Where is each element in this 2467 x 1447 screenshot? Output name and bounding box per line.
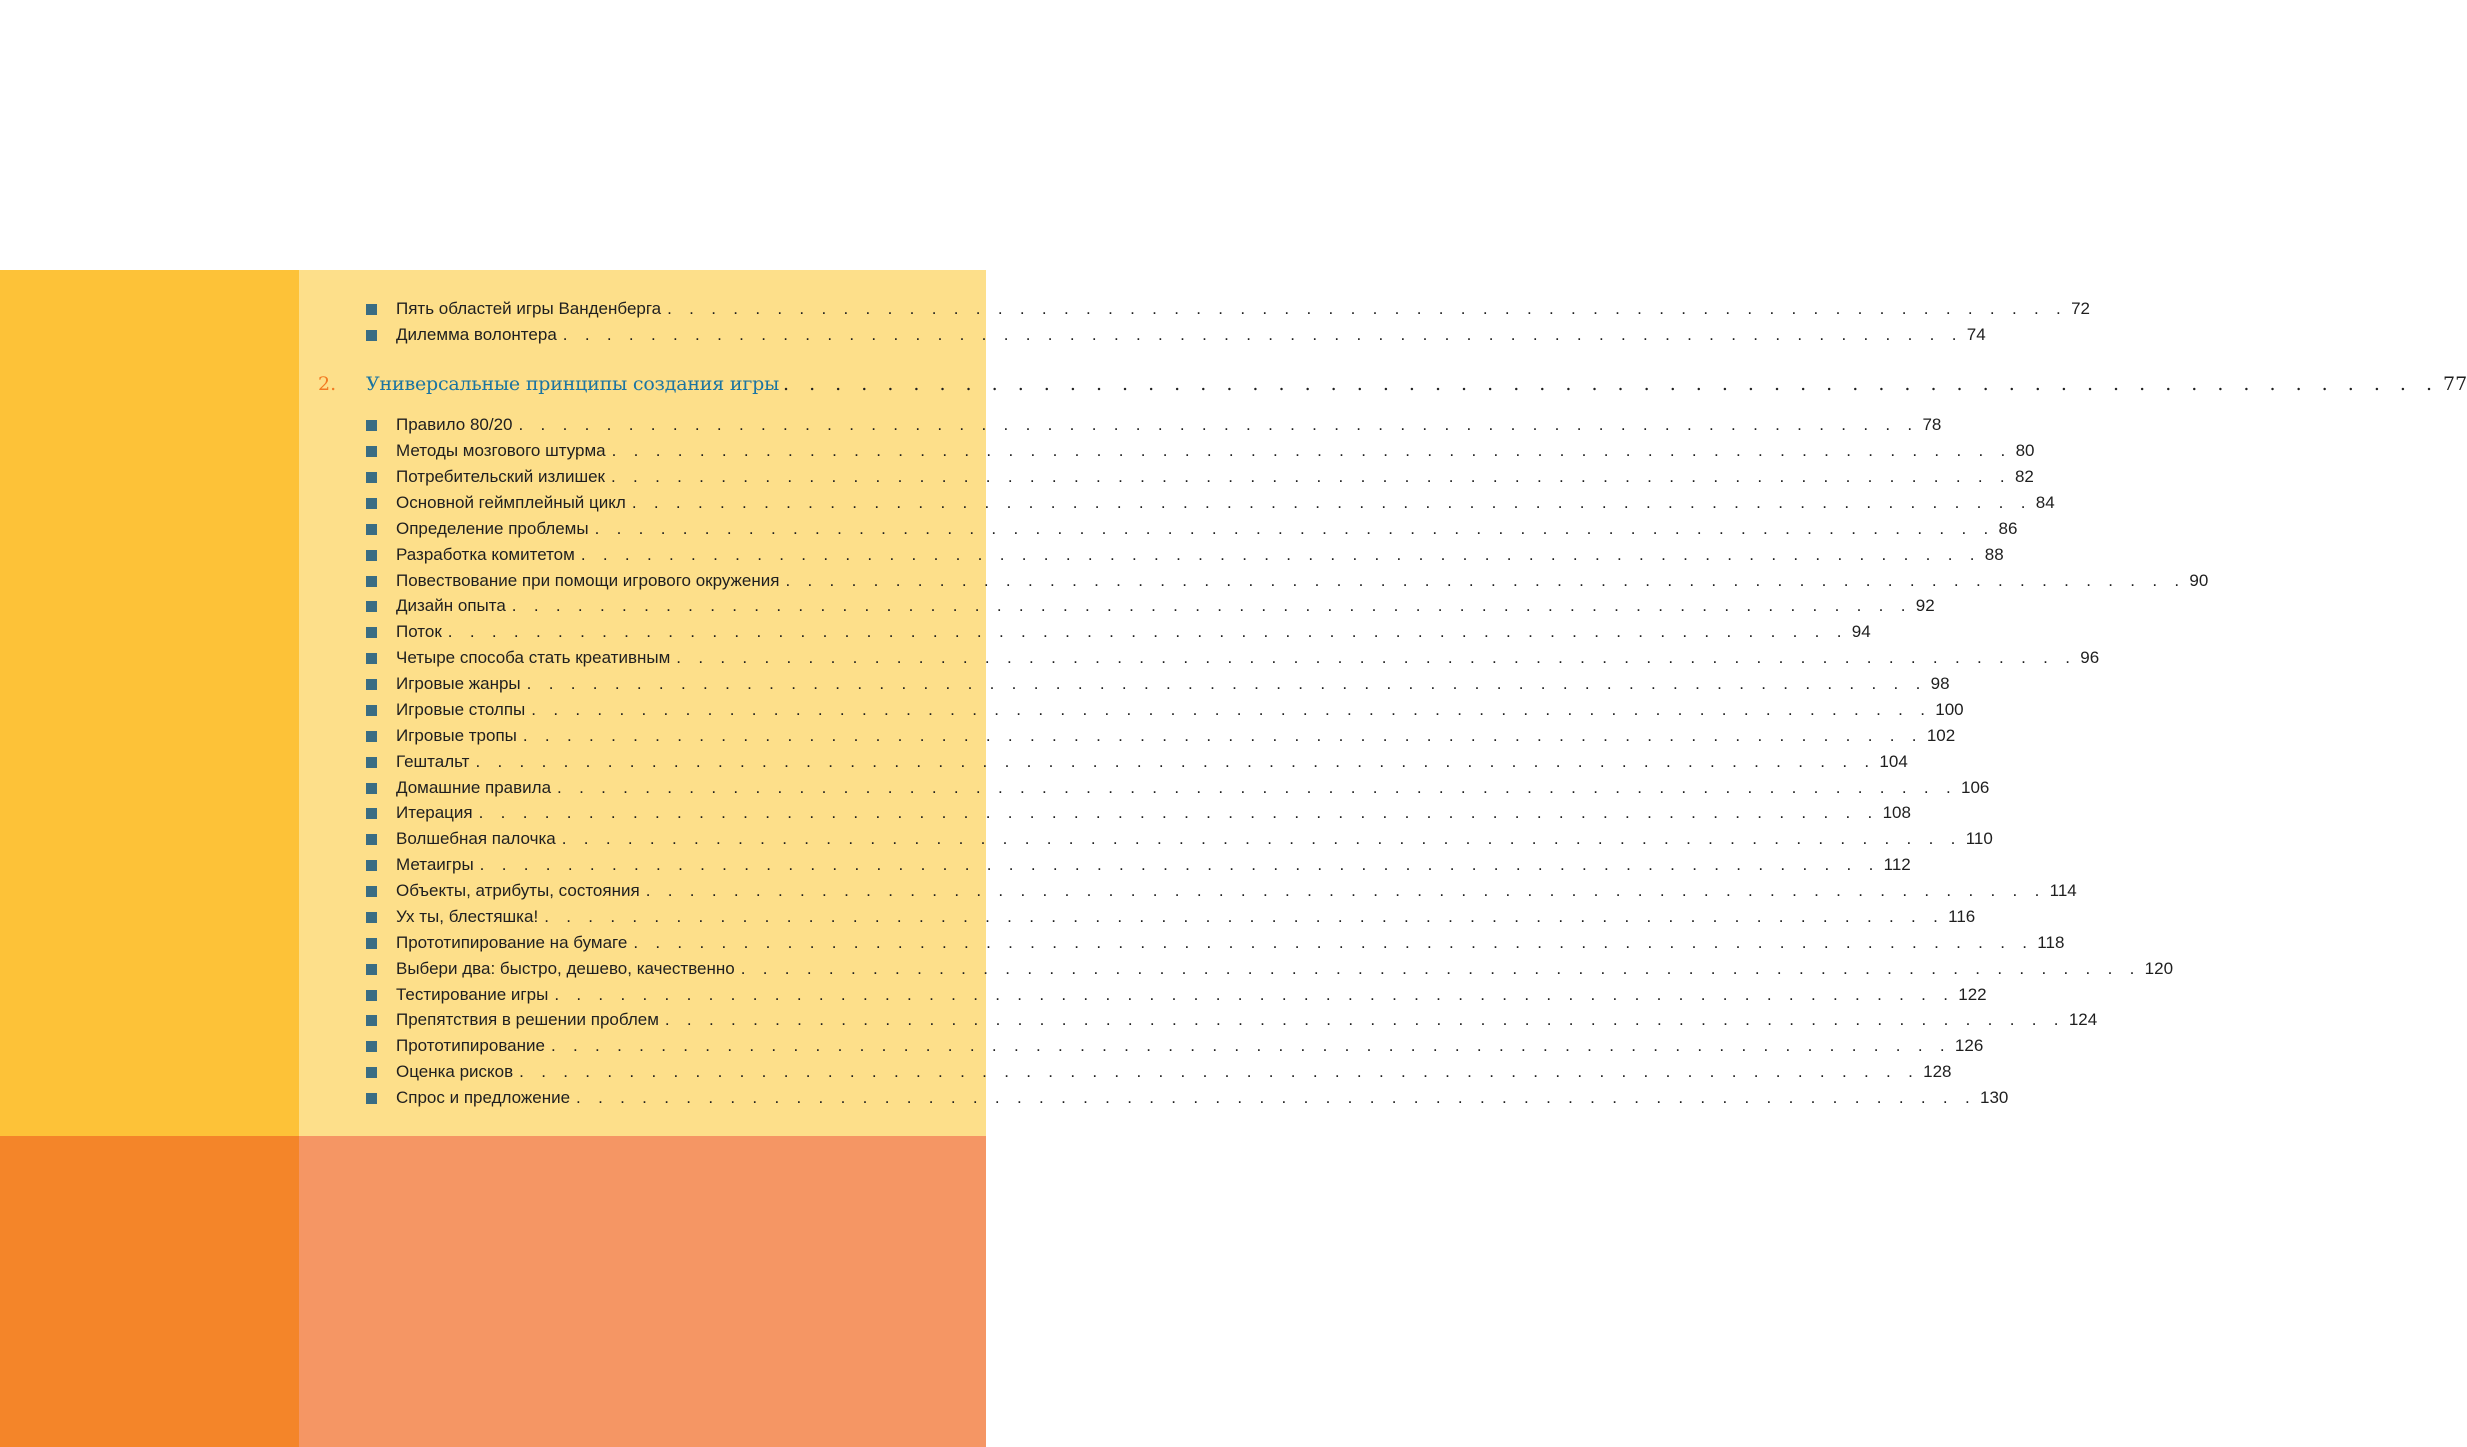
toc-entry — [366, 673, 1950, 695]
yellow-left-block — [0, 270, 299, 1136]
toc-entry — [366, 958, 2174, 980]
toc-entry-page: 92 — [1915, 596, 1935, 615]
toc-entry-page: 72 — [2071, 299, 2091, 318]
toc-entry-title: Методы мозгового штурма — [396, 441, 606, 460]
toc-entry-title: Объекты, атрибуты, состояния — [396, 881, 640, 900]
toc-entry-title: Оценка рисков — [396, 1062, 514, 1081]
dot-leader: . . . . . . . . . . . . . . . . . . . . . . . . . . . . . . . . . . . . . . . . . . . . . . . . . . . . . . . . . . . . . . . . — [478, 803, 1879, 822]
toc-entry-title: Игровые тропы — [396, 726, 517, 745]
toc-entry-page: 108 — [1882, 803, 1911, 822]
chapter-title: Универсальные принципы создания игры — [366, 373, 779, 395]
toc-entry-title: Прототипирование на бумаге — [396, 933, 628, 952]
toc-entry-page: 110 — [1965, 829, 1993, 848]
square-bullet-icon — [366, 990, 377, 1001]
toc-entry-title: Препятствия в решении проблем — [396, 1010, 659, 1029]
square-bullet-icon — [366, 808, 377, 819]
toc-entry-title: Итерация — [396, 803, 473, 822]
toc-entry — [366, 751, 1908, 773]
dot-leader: . . . . . . . . . . . . . . . . . . . . . . . . . . . . . . . . . . . . . . . . . . . . . . . . . . . . . . . . . . . . . . . . — [631, 493, 2032, 512]
square-bullet-icon — [366, 601, 377, 612]
toc-entry-page: 90 — [2189, 571, 2209, 590]
dot-leader: . . . . . . . . . . . . . . . . . . . . . . . . . . . . . . . . . . . . . . . . . . . . . . . . . . . . . . . . . . . . . . . . — [511, 596, 1912, 615]
toc-entry-page: 116 — [1948, 907, 1976, 926]
toc-entry-title: Потребительский излишек — [396, 467, 605, 486]
dot-leader: . . . . . . . . . . . . . . . . . . . . . . . . . . . . . . . . . . . . . . . . . . . . . . . . . . . . . . . . . . . . . . . . — [531, 700, 1932, 719]
toc-entry-title: Тестирование игры — [396, 985, 549, 1004]
toc-entry-page: 98 — [1930, 674, 1950, 693]
toc-entry — [366, 777, 1990, 799]
dot-leader: . . . . . . . . . . . . . . . . . . . . . . . . . . . . . . . . . . . . . . . . . . . . . . . . . . . . . . . . . . . . . . . . — [576, 1088, 1976, 1107]
toc-entry — [366, 570, 2209, 592]
toc-entry — [366, 466, 2034, 488]
toc-entry-title: Игровые жанры — [396, 674, 521, 693]
dot-leader: . . . . . . . . . . . . . . . . . . . . . . . . . . . . . . . . . . . . . . . . . . . . . . . . . . . . . . . . . . . . . . . . — [447, 622, 1848, 641]
chapter-page: 77 — [2443, 373, 2467, 395]
toc-entry-page: 94 — [1851, 622, 1871, 641]
dot-leader: . . . . . . . . . . . . . . . . . . . . . . . . . . . . . . . . . . . . . . . . . . . . . . . . . . . . . . . . . . . . . . . . — [611, 467, 2011, 486]
toc-entry-page: 112 — [1883, 855, 1911, 874]
toc-entry-title: Метаигры — [396, 855, 474, 874]
toc-entry-page: 104 — [1879, 752, 1908, 771]
dot-leader: . . . . . . . . . . . . . . . . . . . . . . . . . . . . . . . . . . . . . . . . . . . . . . . . . . . . . . . . . . . . . . . . — [526, 674, 1927, 693]
toc-entry-page: 84 — [2035, 493, 2055, 512]
toc-entry — [366, 1035, 1984, 1057]
dot-leader: . . . . . . . . . . . . . . . . . . . . . . . . . . . . . . . . . . . . . . . . . . . . . . . . . . . . . . . . . . . . . . . . — [479, 855, 1880, 874]
toc-entry-page: 118 — [2037, 933, 2065, 952]
toc-entry — [366, 647, 2100, 669]
chapter-number: 2. — [318, 373, 337, 395]
toc-entry — [366, 414, 1942, 436]
dot-leader: . . . . . . . . . . . . . . . . . . . . . . . . . . . . . . . . . . . . . . . . . . . . . . . . . . . . . . . . . . . . . . . . — [785, 571, 2186, 590]
toc-entry-page: 122 — [1958, 985, 1987, 1004]
square-bullet-icon — [366, 576, 377, 587]
toc-entry — [366, 828, 1993, 850]
square-bullet-icon — [366, 886, 377, 897]
square-bullet-icon — [366, 304, 377, 315]
toc-entry-title: Гештальт — [396, 752, 470, 771]
toc-entry-title: Основной геймплейный цикл — [396, 493, 626, 512]
toc-entry — [366, 725, 1956, 747]
square-bullet-icon — [366, 912, 377, 923]
toc-entry-title: Прототипирование — [396, 1036, 545, 1055]
square-bullet-icon — [366, 679, 377, 690]
toc-entry — [366, 854, 1911, 876]
square-bullet-icon — [366, 653, 377, 664]
toc-entry-title: Определение проблемы — [396, 519, 589, 538]
square-bullet-icon — [366, 860, 377, 871]
toc-entry — [366, 440, 2035, 462]
toc-entry-title: Пять областей игры Ванденберга — [396, 299, 662, 318]
square-bullet-icon — [366, 1015, 377, 1026]
toc-entry — [366, 932, 2065, 954]
toc-entry-title: Выбери два: быстро, дешево, качественно — [396, 959, 735, 978]
toc-entry — [366, 518, 2018, 540]
square-bullet-icon — [366, 1041, 377, 1052]
square-bullet-icon — [366, 420, 377, 431]
dot-leader: . . . . . . . . . . . . . . . . . . . . . . . . . . . . . . . . . . . . . . . . . . . . . . . . . . . . . . . . . . . . . . . . — [676, 648, 2077, 667]
toc-entry — [366, 699, 1964, 721]
square-bullet-icon — [366, 524, 377, 535]
toc-entry-page: 80 — [2015, 441, 2035, 460]
toc-entry — [366, 802, 1911, 824]
dot-leader: . . . . . . . . . . . . . . . . . . . . . . . . . . . . . . . . . . . . . . . . . . . . . . . . . . . . . . . . . . . . . . . . — [522, 726, 1923, 745]
toc-entry-page: 106 — [1960, 778, 1990, 797]
toc-entry-page: 126 — [1954, 1036, 1984, 1055]
toc-entry-page: 82 — [2014, 467, 2034, 486]
dot-leader: . . . . . . . . . . . . . . . . . . . . . . . . . . . . . . . . . . . . . . . . . . . . . . . . . . . . . . . . . . . . . . . . — [554, 985, 1955, 1004]
dot-leader: . . . . . . . . . . . . . . . . . . . . . . . . . . . . . . . . . . . . . . . . . . . . . . . . . . . . . . . . . . . . . . . . — [550, 1036, 1951, 1055]
dot-leader: . . . . . . . . . . . . . . . . . . . . . . . . . . . . . . . . . . . . . . . . . . . . . . . . . . . . . . . . . . . . . . . . — [557, 778, 1957, 797]
toc-entry-page: 88 — [1984, 545, 2004, 564]
toc-entry — [366, 492, 2055, 514]
toc-entry-page: 102 — [1926, 726, 1956, 745]
toc-entry-page: 78 — [1922, 415, 1942, 434]
toc-entry-page: 86 — [1998, 519, 2018, 538]
toc-entry-page: 100 — [1935, 700, 1964, 719]
toc-entry-title: Спрос и предложение — [396, 1088, 571, 1107]
toc-entry-title: Правило 80/20 — [396, 415, 513, 434]
toc-entry — [366, 1009, 2098, 1031]
square-bullet-icon — [366, 757, 377, 768]
toc-entry — [366, 298, 2091, 320]
dot-leader: . . . . . . . . . . . . . . . . . . . . . . . . . . . . . . . . . . . . . . . . . . . . . . . . . . . . . . . . . . . . . . . . — [783, 373, 2440, 395]
toc-entry-page: 120 — [2144, 959, 2174, 978]
toc-entry — [366, 1087, 2009, 1109]
dot-leader: . . . . . . . . . . . . . . . . . . . . . . . . . . . . . . . . . . . . . . . . . . . . . . . . . . . . . . . . . . . . . . . . — [544, 907, 1945, 926]
toc-entry-page: 74 — [1966, 325, 1986, 344]
toc-entry — [366, 324, 1986, 346]
dot-leader: . . . . . . . . . . . . . . . . . . . . . . . . . . . . . . . . . . . . . . . . . . . . . . . . . . . . . . . . . . . . . . . . — [562, 325, 1963, 344]
square-bullet-icon — [366, 834, 377, 845]
toc-entry-page: 130 — [1980, 1088, 2009, 1107]
square-bullet-icon — [366, 705, 377, 716]
square-bullet-icon — [366, 783, 377, 794]
toc-entry-title: Повествование при помощи игрового окружения — [396, 571, 780, 590]
dot-leader: . . . . . . . . . . . . . . . . . . . . . . . . . . . . . . . . . . . . . . . . . . . . . . . . . . . . . . . . . . . . . . . . — [594, 519, 1995, 538]
dot-leader: . . . . . . . . . . . . . . . . . . . . . . . . . . . . . . . . . . . . . . . . . . . . . . . . . . . . . . . . . . . . . . . . — [580, 545, 1981, 564]
dot-leader: . . . . . . . . . . . . . . . . . . . . . . . . . . . . . . . . . . . . . . . . . . . . . . . . . . . . . . . . . . . . . . . . — [740, 959, 2141, 978]
orange-left-block — [0, 1136, 299, 1447]
square-bullet-icon — [366, 1067, 377, 1078]
toc-entry-title: Дизайн опыта — [396, 596, 506, 615]
toc-entry — [366, 906, 1976, 928]
toc-entry-page: 96 — [2080, 648, 2100, 667]
toc-entry-page: 124 — [2068, 1010, 2098, 1029]
toc-entry-title: Разработка комитетом — [396, 545, 575, 564]
chapter-heading — [318, 370, 2467, 398]
square-bullet-icon — [366, 938, 377, 949]
dot-leader: . . . . . . . . . . . . . . . . . . . . . . . . . . . . . . . . . . . . . . . . . . . . . . . . . . . . . . . . . . . . . . . . — [667, 299, 2068, 318]
dot-leader: . . . . . . . . . . . . . . . . . . . . . . . . . . . . . . . . . . . . . . . . . . . . . . . . . . . . . . . . . . . . . . . . — [475, 752, 1876, 771]
toc-entry-title: Ух ты, блестяшка! — [396, 907, 539, 926]
square-bullet-icon — [366, 731, 377, 742]
square-bullet-icon — [366, 330, 377, 341]
toc-entry-title: Дилемма волонтера — [396, 325, 557, 344]
dot-leader: . . . . . . . . . . . . . . . . . . . . . . . . . . . . . . . . . . . . . . . . . . . . . . . . . . . . . . . . . . . . . . . . — [518, 415, 1919, 434]
toc-entry-title: Волшебная палочка — [396, 829, 556, 848]
square-bullet-icon — [366, 498, 377, 509]
orange-right-block — [299, 1136, 986, 1447]
square-bullet-icon — [366, 964, 377, 975]
square-bullet-icon — [366, 446, 377, 457]
toc-entry — [366, 880, 2077, 902]
toc-entry-title: Поток — [396, 622, 442, 641]
toc-entry-page: 128 — [1923, 1062, 1952, 1081]
toc-entry-title: Домашние правила — [396, 778, 552, 797]
toc-entry — [366, 595, 1935, 617]
dot-leader: . . . . . . . . . . . . . . . . . . . . . . . . . . . . . . . . . . . . . . . . . . . . . . . . . . . . . . . . . . . . . . . . — [561, 829, 1962, 848]
square-bullet-icon — [366, 550, 377, 561]
dot-leader: . . . . . . . . . . . . . . . . . . . . . . . . . . . . . . . . . . . . . . . . . . . . . . . . . . . . . . . . . . . . . . . . — [664, 1010, 2065, 1029]
toc-entry — [366, 984, 1987, 1006]
toc-entry-title: Четыре способа стать креативным — [396, 648, 671, 667]
dot-leader: . . . . . . . . . . . . . . . . . . . . . . . . . . . . . . . . . . . . . . . . . . . . . . . . . . . . . . . . . . . . . . . . — [519, 1062, 1920, 1081]
dot-leader: . . . . . . . . . . . . . . . . . . . . . . . . . . . . . . . . . . . . . . . . . . . . . . . . . . . . . . . . . . . . . . . . — [611, 441, 2012, 460]
toc-entry — [366, 544, 2004, 566]
toc-entry — [366, 1061, 1952, 1083]
dot-leader: . . . . . . . . . . . . . . . . . . . . . . . . . . . . . . . . . . . . . . . . . . . . . . . . . . . . . . . . . . . . . . . . — [645, 881, 2046, 900]
toc-entry — [366, 621, 1871, 643]
toc-entry-page: 114 — [2049, 881, 2077, 900]
square-bullet-icon — [366, 472, 377, 483]
toc-entry-title: Игровые столпы — [396, 700, 526, 719]
square-bullet-icon — [366, 1093, 377, 1104]
square-bullet-icon — [366, 627, 377, 638]
dot-leader: . . . . . . . . . . . . . . . . . . . . . . . . . . . . . . . . . . . . . . . . . . . . . . . . . . . . . . . . . . . . . . . . — [633, 933, 2034, 952]
